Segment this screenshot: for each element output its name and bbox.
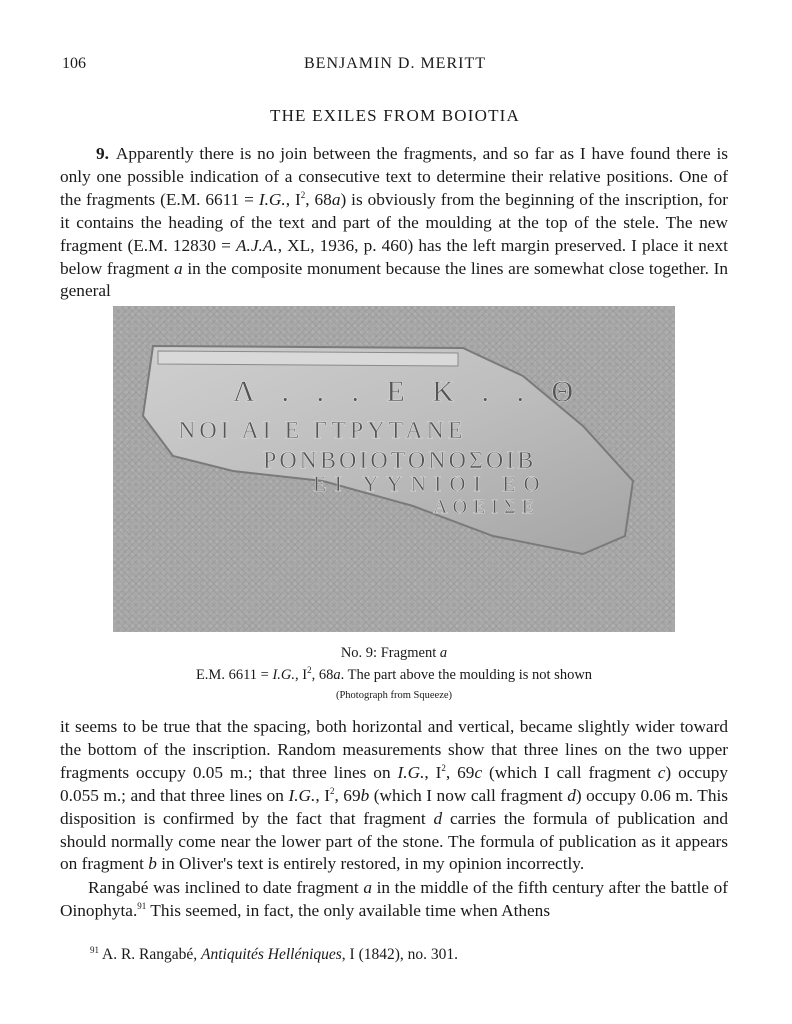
photo-source-note: (Photograph from Squeeze)	[335, 690, 453, 701]
footnote-reference[interactable]: 91	[137, 901, 147, 912]
text-run: , 68	[305, 189, 332, 209]
fragment-letter: c	[474, 762, 483, 782]
citation-ig: I.G.	[258, 189, 286, 209]
text-run: , 69	[334, 785, 361, 805]
moulding-edge	[158, 351, 458, 366]
page-number: 106	[62, 55, 86, 72]
fragment-letter: a	[333, 667, 341, 683]
citation-ig: I.G.	[288, 785, 316, 805]
caption-text: No. 9: Fragment	[340, 645, 440, 661]
chapter-title: THE EXILES FROM BOIOTIA	[269, 106, 520, 125]
fragment-letter: a	[439, 645, 448, 661]
superscript: 2	[329, 785, 335, 796]
caption-text: , I	[295, 667, 308, 683]
footnote-text: A. R. Rangabé,	[99, 946, 202, 964]
superscript: 2	[300, 190, 306, 201]
citation-aja: A.J.A.	[236, 235, 278, 255]
fragment-letter: b	[360, 785, 370, 805]
text-run: in Oliver's text is entirely restored, in my opinion incorrectly.	[156, 854, 585, 874]
caption-text: E.M. 6611 =	[195, 667, 273, 683]
text-run: ) occupy 0.055 m.; and that three lines on	[60, 762, 728, 805]
fragment-letter: a	[331, 189, 341, 209]
running-head-author: BENJAMIN D. MERITT	[304, 55, 486, 72]
footnote-text: , I (1842), no. 301.	[341, 946, 459, 964]
section-number: 9.	[96, 144, 109, 163]
inscription-line-2: ΝΟΙ ΑΙ Ε ΓΤΡΥΤΑΝΕ	[178, 418, 467, 444]
squeeze-image	[113, 306, 675, 632]
paragraph-3	[60, 877, 728, 923]
footnote-work-title: Antiquités Helléniques	[201, 946, 342, 964]
text-run: , I	[315, 785, 330, 805]
inscription-line-5: ΑΟΕΙΣΕ	[433, 496, 540, 518]
fragment-letter: c	[657, 762, 666, 782]
text-run: , I	[285, 189, 301, 209]
inscription-photograph	[113, 306, 675, 632]
text-run: , I	[424, 762, 442, 782]
inscription-line-3: ΡΟΝΒΟΙΟΤΟΝΟΣΟΙΒ	[263, 448, 537, 474]
text-run: in the middle of the fifth century after the battle of Oinophyta.	[60, 878, 728, 920]
fragment-letter: a	[363, 878, 372, 897]
figure-caption-title	[60, 645, 728, 662]
text-run: , 69	[445, 762, 475, 782]
text-run: carries the formula of publication and should normally come near the lower part of the stone. The formula of publication as it appears on fragment	[60, 808, 728, 874]
fragment-letter: d	[567, 785, 576, 805]
citation-ig: I.G.	[397, 762, 425, 782]
text-run: Apparently there is no join between the fragments, and so far as I have found there is only one possible indication of a consecutive text to determine their relative positions. One of the fragments (E.M. 6611 =	[60, 144, 728, 209]
text-run: (which I call fragment	[482, 762, 658, 782]
text-run: in the composite monument because the lines are somewhat close together. In general	[60, 258, 729, 301]
inscription-line-1: Λ . . . Ε Κ . . Θ	[233, 375, 584, 408]
paragraph-2	[60, 716, 728, 876]
footnote	[90, 945, 458, 964]
inscription-line-4: ΕΙ ΥΥΝΙΟΙ ΕΟ	[313, 471, 548, 496]
text-run: This seemed, in fact, the only available time when Athens	[146, 900, 551, 920]
footnote-marker: 91	[90, 945, 99, 955]
paragraph-1	[60, 143, 728, 303]
running-header	[62, 55, 728, 77]
fragment-letter: b	[148, 854, 157, 874]
text-run: Rangabé was inclined to date fragment	[88, 878, 364, 897]
text-run: it seems to be true that the spacing, both horizontal and vertical, became slightly wider toward the bottom of the inscription. Random measurements show that three lines on the two upper fragments occupy 0.05 m.; that three lines on	[60, 717, 728, 782]
text-run: , XL, 1936, p. 460) has the left margin preserved. I place it next below fragment	[60, 235, 728, 278]
caption-text: . The part above the moulding is not shown	[340, 667, 593, 683]
superscript: 2	[307, 665, 312, 676]
fragment-letter: d	[433, 808, 443, 828]
text-run: ) is obviously from the beginning of the inscription, for it contains the heading of the text and part of the moulding at the top of the stele. The new fragment (E.M. 12830 =	[60, 189, 728, 255]
citation-ig: I.G.	[272, 667, 296, 683]
figure-caption	[60, 667, 728, 684]
caption-text: , 68	[311, 667, 334, 683]
superscript: 2	[441, 763, 446, 774]
fragment-letter: a	[174, 258, 183, 278]
text-run: ) occupy 0.06 m. This disposition is confirmed by the fact that fragment	[60, 785, 729, 828]
text-run: (which I now call fragment	[369, 785, 568, 805]
